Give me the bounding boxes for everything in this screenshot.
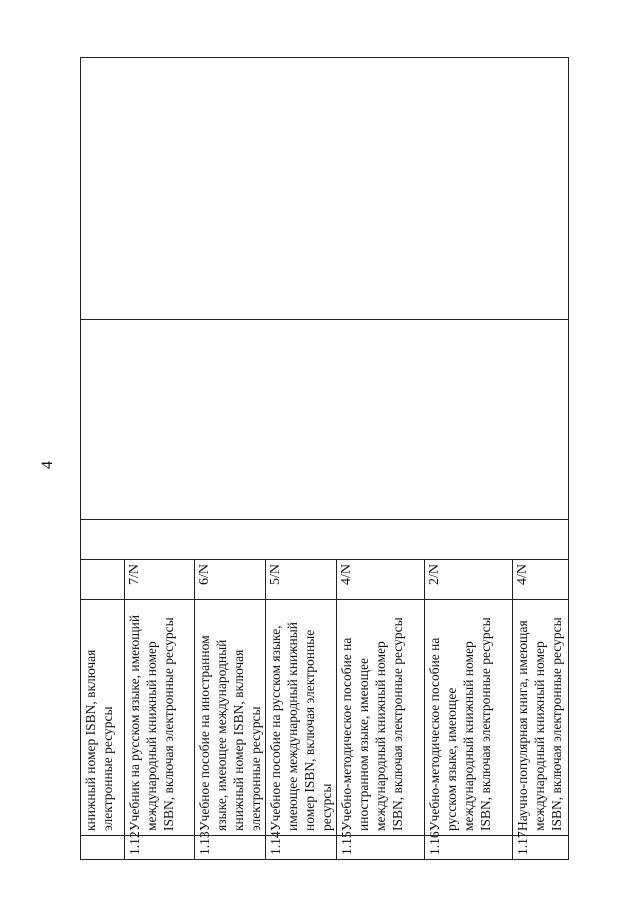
row-description: Учебное пособие на иностранном языке, имеющее международный книжный номер ISBN, включая электронные ресурсы	[195, 600, 266, 836]
row-value: 4/N	[339, 564, 354, 585]
row-description: Учебно-методическое пособие на русском языке, имеющее международный книжный номер ISBN, включая электронные ресурсы	[425, 600, 513, 836]
table-row-continuation	[81, 58, 125, 860]
row-number: 1.15	[337, 836, 425, 860]
row-value: 7/N	[127, 564, 142, 585]
row-number-cell	[81, 836, 125, 860]
row-number: 1.16	[425, 836, 513, 860]
value-cell	[81, 560, 125, 600]
row-value: 4/N	[515, 564, 530, 585]
row-value-cell	[337, 560, 425, 600]
row-value: 2/N	[427, 564, 442, 585]
empty-merged-cell	[81, 58, 569, 320]
row-description: Учебник на русском языке, имеющий международный книжный номер ISBN, включая электронные ресурсы	[125, 600, 195, 836]
row-description: Учебное пособие на русском языке, имеющее международный книжный номер ISBN, включая электронные ресурсы	[266, 600, 337, 836]
row-number: 1.17	[513, 836, 569, 860]
merged-column-cell	[81, 520, 569, 560]
criteria-table	[80, 57, 569, 860]
row-value-cell	[195, 560, 266, 600]
row-description: Учебно-методическое пособие на иностранном языке, имеющее международный книжный номер ISBN, включая электронные ресурсы	[337, 600, 425, 836]
row-value-cell	[125, 560, 195, 600]
row-value-cell	[513, 560, 569, 600]
row-value: 5/N	[268, 564, 283, 585]
row-value-cell	[425, 560, 513, 600]
empty-merged-cell	[81, 320, 569, 520]
row-number: 1.12	[125, 836, 195, 860]
row-number: 1.14	[266, 836, 337, 860]
row-value: 6/N	[197, 564, 212, 585]
row-number: 1.13	[195, 836, 266, 860]
rotated-table-container	[80, 58, 568, 860]
row-description: Научно-популярная книга, имеющая международный книжный номер ISBN, включая электронные ресурсы	[513, 600, 569, 836]
page-number: 4	[39, 461, 56, 469]
continuation-cell: книжный номер ISBN, включая электронные ресурсы	[81, 600, 125, 836]
row-value-cell	[266, 560, 337, 600]
